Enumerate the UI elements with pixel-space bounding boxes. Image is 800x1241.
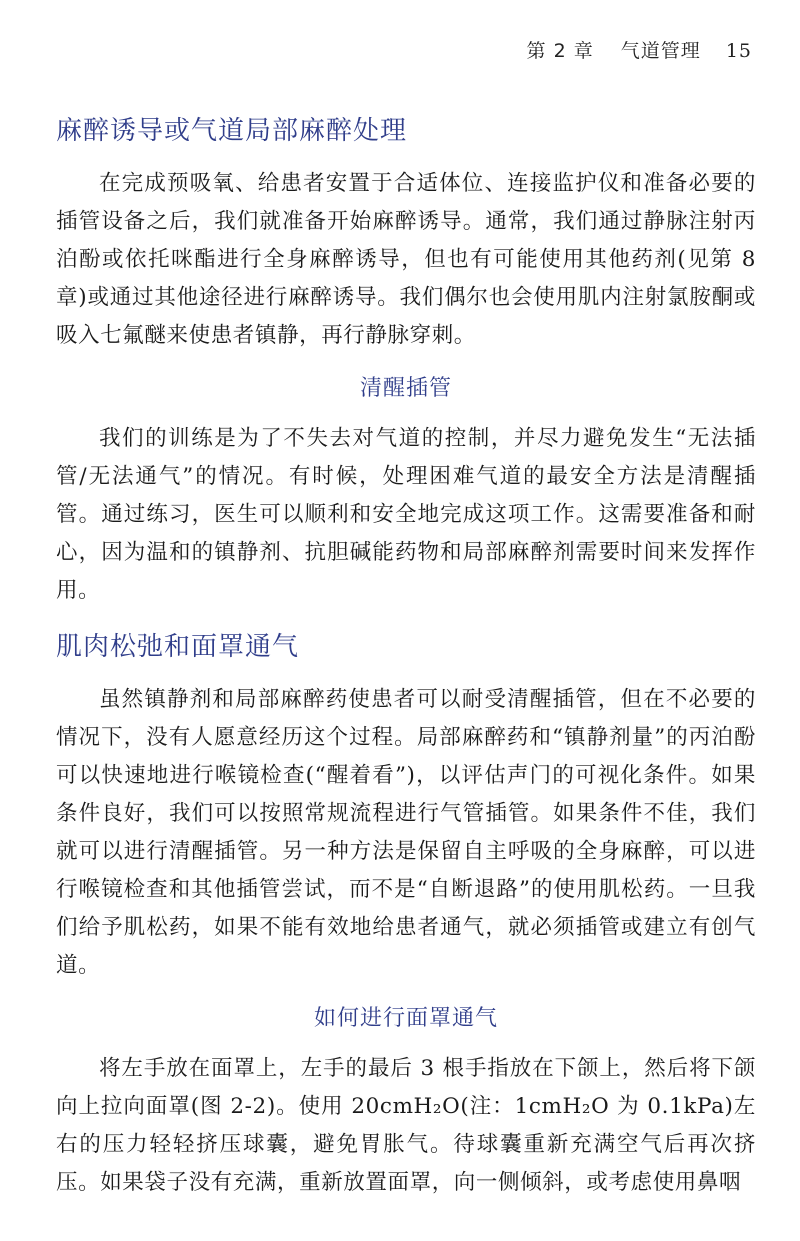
subsection-heading-mask-ventilation: 如何进行面罩通气 [313, 1006, 498, 1031]
paragraph-mask-ventilation: 将左手放在面罩上，左手的最后 3 根手指放在下颌上，然后将下颌向上拉向面罩(图 2-2)。使用 20cmH₂O(注：1cmH₂O 为 0.1kPa)左右的压力轻轻挤压球囊，避免胃胀气。待球囊重新充满空气后再次挤压。如果袋子没有充满，重新放置面罩，向一侧倾斜，或考虑使用鼻咽 [56, 1056, 756, 1195]
section-heading-muscle-relaxation: 肌肉松弛和面罩通气 [56, 632, 300, 662]
paragraph-awake-intubation: 我们的训练是为了不失去对气道的控制，并尽力避免发生“无法插管/无法通气”的情况。有时候，处理困难气道的最安全方法是清醒插管。通过练习，医生可以顺利和安全地完成这项工作。这需要准备和耐心，因为温和的镇静剂、抗胆碱能药物和局部麻醉剂需要时间来发挥作用。 [56, 426, 756, 603]
running-head [527, 36, 752, 63]
paragraph-muscle-relaxation: 虽然镇静剂和局部麻醉药使患者可以耐受清醒插管，但在不必要的情况下，没有人愿意经历这个过程。局部麻醉药和“镇静剂量”的丙泊酚可以快速地进行喉镜检查(“醒着看”)，以评估声门的可视化条件。如果条件良好，我们可以按照常规流程进行气管插管。如果条件不佳，我们就可以进行清醒插管。另一种方法是保留自主呼吸的全身麻醉，可以进行喉镜检查和其他插管尝试，而不是“自断退路”的使用肌松药。一旦我们给予肌松药，如果不能有效地给患者通气，就必须插管或建立有创气道。 [56, 687, 756, 978]
chapter-topic: 气道管理 [620, 40, 701, 62]
page-number: 15 [725, 40, 752, 62]
paragraph-induction: 在完成预吸氧、给患者安置于合适体位、连接监护仪和准备必要的插管设备之后，我们就准备开始麻醉诱导。通常，我们通过静脉注射丙泊酚或依托咪酯进行全身麻醉诱导，但也有可能使用其他药剂(见第 8 章)或通过其他途径进行麻醉诱导。我们偶尔也会使用肌内注射氯胺酮或吸入七氟醚来使患者镇静，再行静脉穿刺。 [56, 171, 756, 348]
chapter-label: 第 2 章 [526, 40, 594, 62]
subsection-heading-awake-intubation: 清醒插管 [359, 376, 452, 401]
page-body [56, 110, 756, 1218]
section-heading-induction: 麻醉诱导或气道局部麻醉处理 [56, 116, 408, 146]
